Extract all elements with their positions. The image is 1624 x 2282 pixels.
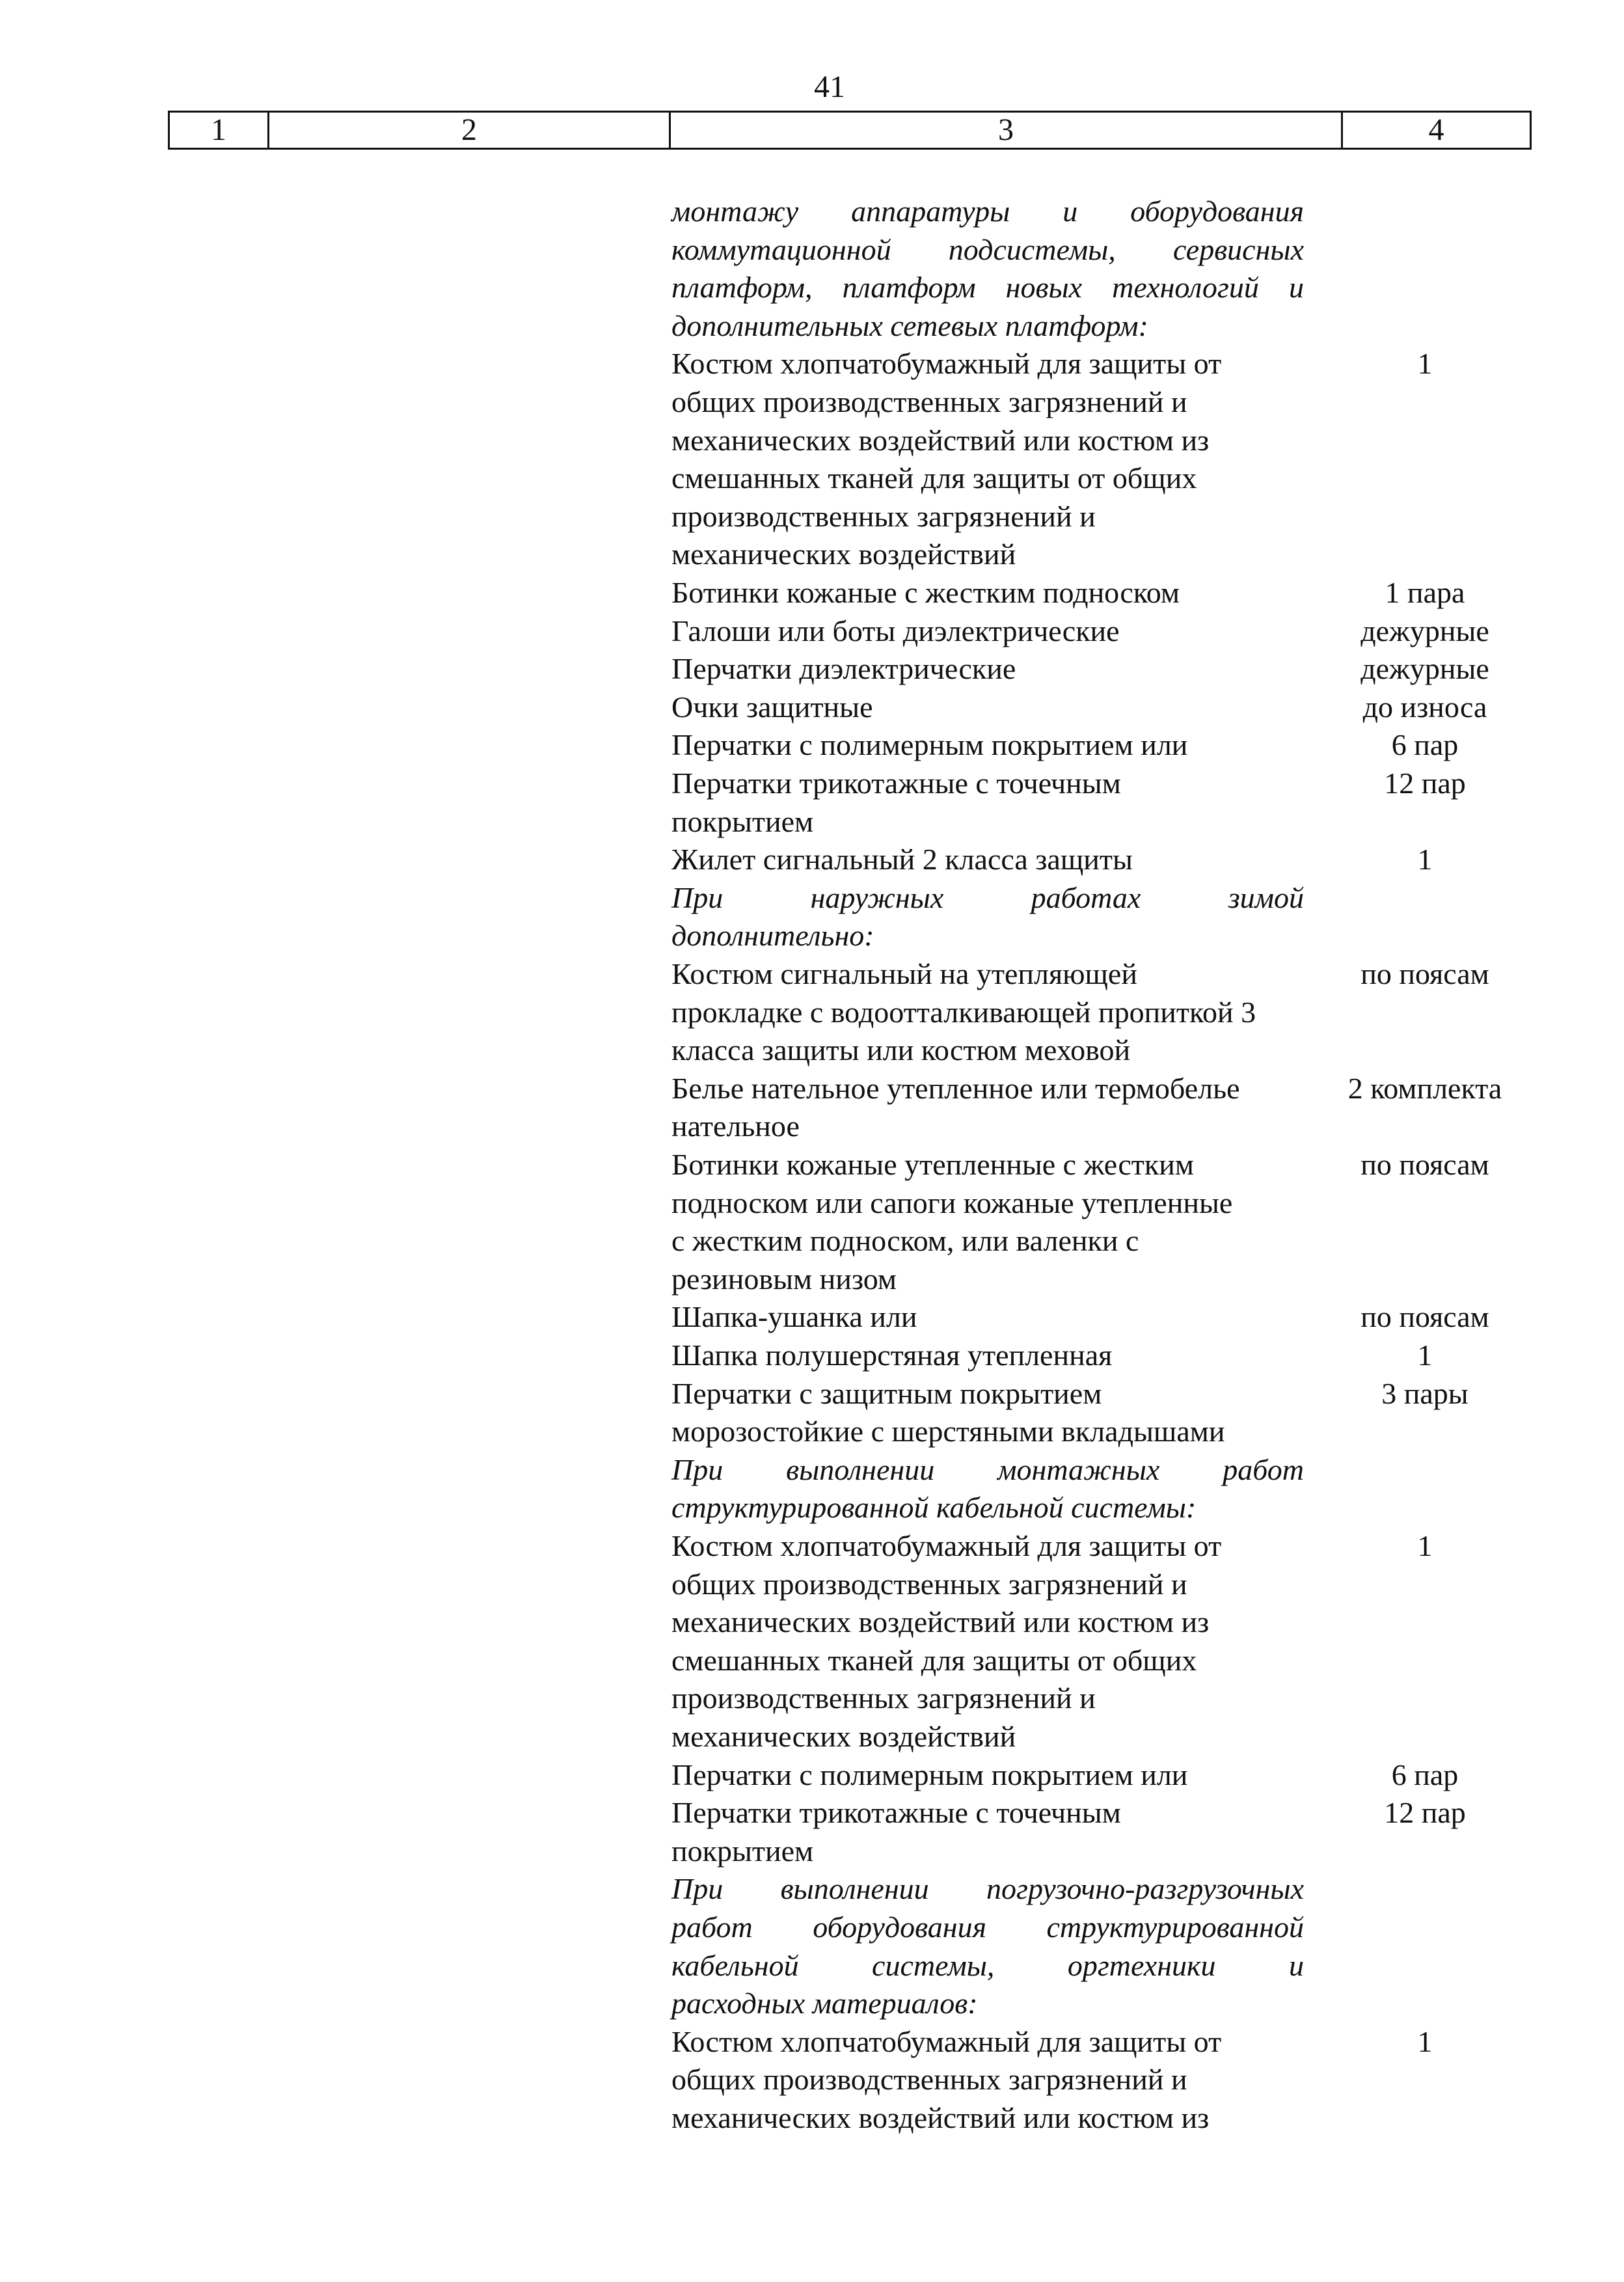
section-heading-line: коммутационной подсистемы, сервисных (671, 232, 1304, 266)
item-text-line: Перчатки с полимерным покрытием или (671, 1758, 1188, 1791)
item-text-line: Очки защитные (671, 690, 873, 724)
item-quantity: по поясам (1360, 957, 1489, 990)
page-number: 41 (814, 70, 845, 104)
item-text-line: Белье нательное утепленное или термобелье (671, 1071, 1240, 1105)
item-text-line: Шапка полушерстяная утепленная (671, 1338, 1113, 1372)
item-quantity: 1 (1417, 1529, 1433, 1562)
section-heading-line: структурированной кабельной системы: (671, 1491, 1197, 1525)
section-heading-line: кабельной системы, оргтехники и (671, 1948, 1304, 1982)
item-text-line: Костюм хлопчатобумажный для защиты от (671, 347, 1222, 381)
item-quantity: по поясам (1360, 1148, 1489, 1181)
item-quantity: дежурные (1360, 614, 1489, 647)
section-heading-line: дополнительных сетевых платформ: (671, 308, 1148, 342)
item-text-line: Костюм хлопчатобумажный для защиты от (671, 1529, 1222, 1562)
item-text-line: морозостойкие с шерстяными вкладышами (671, 1415, 1225, 1448)
item-text-line: покрытием (671, 804, 814, 838)
item-text-line: механических воздействий или костюм из (671, 423, 1210, 457)
section-heading-line: дополнительно: (671, 919, 874, 953)
item-text-line: механических воздействий (671, 537, 1016, 571)
item-quantity: по поясам (1360, 1300, 1489, 1334)
item-text-line: Шапка-ушанка или (671, 1300, 917, 1334)
item-quantity: 1 (1417, 347, 1433, 381)
column-header-3: 3 (998, 113, 1014, 147)
item-text-line: Галоши или боты диэлектрические (671, 614, 1120, 647)
item-text-line: Жилет сигнальный 2 класса защиты (671, 843, 1133, 876)
item-quantity: 1 (1417, 2024, 1433, 2058)
item-text-line: общих производственных загрязнений и (671, 1567, 1187, 1601)
section-heading-line: расходных материалов: (671, 1987, 978, 2020)
item-quantity: 6 пар (1391, 728, 1459, 762)
item-quantity: 12 пар (1384, 1796, 1466, 1830)
item-quantity: 6 пар (1391, 1758, 1459, 1791)
item-quantity: 2 комплекта (1347, 1071, 1502, 1105)
section-heading-line: При наружных работах зимой (671, 880, 1304, 914)
section-heading-line: монтажу аппаратуры и оборудования (671, 195, 1304, 228)
item-text-line: общих производственных загрязнений и (671, 2063, 1187, 2097)
item-quantity: 1 (1417, 843, 1433, 876)
item-quantity: 3 пары (1381, 1376, 1468, 1410)
item-quantity: 12 пар (1384, 767, 1466, 800)
item-text-line: смешанных тканей для защиты от общих (671, 461, 1197, 495)
item-text-line: Ботинки кожаные утепленные с жестким (671, 1148, 1194, 1181)
section-heading-line: работ оборудования структурированной (671, 1910, 1304, 1944)
section-heading-line: платформ, платформ новых технологий и (671, 271, 1304, 305)
item-text-line: Перчатки с полимерным покрытием или (671, 728, 1188, 762)
item-text-line: резиновым низом (671, 1262, 897, 1296)
item-text-line: механических воздействий или костюм из (671, 2101, 1210, 2134)
item-quantity: 1 пара (1385, 576, 1465, 609)
item-text-line: Ботинки кожаные с жестким подноском (671, 576, 1180, 609)
item-text-line: Перчатки с защитным покрытием (671, 1376, 1102, 1410)
item-text-line: Перчатки трикотажные с точечным (671, 1796, 1121, 1830)
item-text-line: общих производственных загрязнений и (671, 385, 1187, 418)
item-text-line: нательное (671, 1109, 800, 1143)
item-text-line: класса защиты или костюм меховой (671, 1033, 1131, 1067)
item-text-line: с жестким подноском, или валенки с (671, 1224, 1139, 1258)
item-text-line: прокладке с водоотталкивающей пропиткой 3 (671, 995, 1256, 1029)
section-heading-line: При выполнении погрузочно-разгрузочных (671, 1872, 1304, 1906)
item-quantity: дежурные (1360, 652, 1489, 686)
item-text-line: смешанных тканей для защиты от общих (671, 1643, 1197, 1677)
column-header-2: 2 (461, 113, 477, 147)
item-quantity: 1 (1417, 1338, 1433, 1372)
item-text-line: механических воздействий или костюм из (671, 1605, 1210, 1639)
item-text-line: производственных загрязнений и (671, 499, 1096, 533)
item-text-line: покрытием (671, 1834, 814, 1868)
item-text-line: подноском или сапоги кожаные утепленные (671, 1186, 1233, 1219)
item-text-line: производственных загрязнений и (671, 1681, 1096, 1715)
column-header-4: 4 (1428, 113, 1444, 147)
item-quantity: до износа (1362, 690, 1487, 724)
item-text-line: Костюм сигнальный на утепляющей (671, 957, 1137, 990)
item-text-line: механических воздействий (671, 1720, 1016, 1753)
item-text-line: Перчатки диэлектрические (671, 652, 1016, 686)
item-text-line: Костюм хлопчатобумажный для защиты от (671, 2024, 1222, 2058)
column-header-1: 1 (211, 113, 226, 147)
item-text-line: Перчатки трикотажные с точечным (671, 767, 1121, 800)
section-heading-line: При выполнении монтажных работ (671, 1452, 1304, 1486)
